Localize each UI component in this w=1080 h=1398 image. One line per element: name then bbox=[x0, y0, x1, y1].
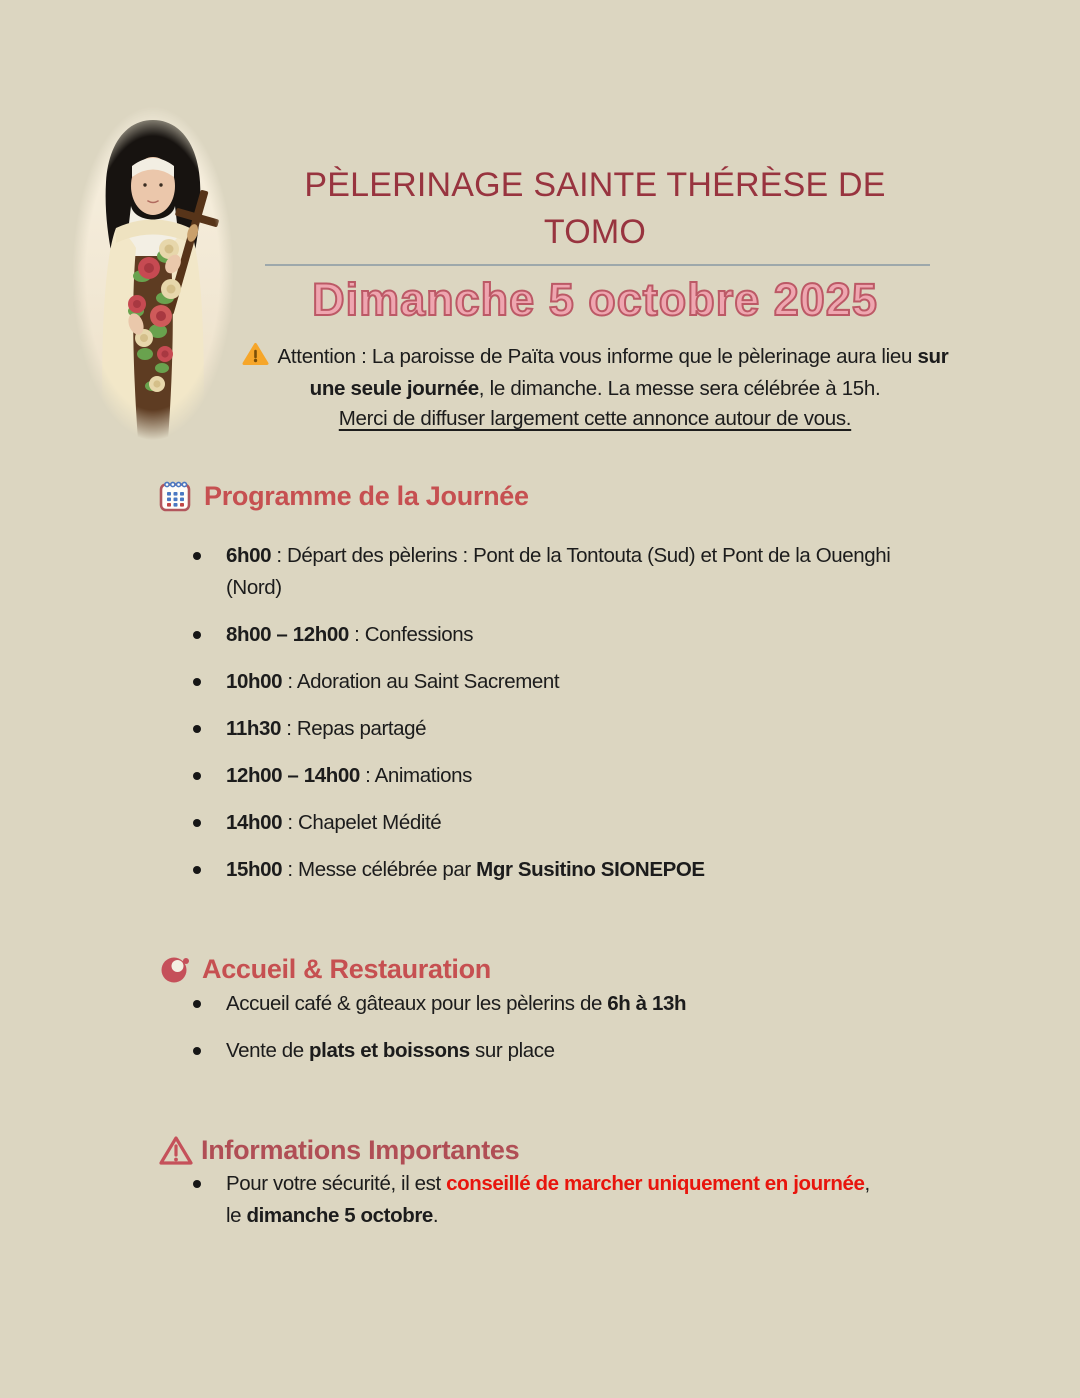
schedule-item bbox=[190, 854, 980, 886]
schedule-item bbox=[190, 666, 980, 698]
item-line: 11h30 : Repas partagé bbox=[226, 717, 427, 740]
information-item bbox=[190, 1168, 980, 1232]
accueil-item bbox=[190, 988, 980, 1020]
accueil-list bbox=[190, 988, 980, 1082]
calendar-icon bbox=[158, 479, 192, 513]
attention-text-1: Attention : La paroisse de Païta vous informe que le pèlerinage aura lieu sur bbox=[277, 345, 949, 368]
schedule-item bbox=[190, 760, 980, 792]
page-title-line-1: PÈLERINAGE SAINTE THÉRÈSE DE bbox=[304, 166, 886, 204]
attention-line-1 bbox=[140, 342, 1050, 374]
item-line: Pour votre sécurité, il est conseillé de marcher uniquement en journée, bbox=[226, 1172, 870, 1195]
item-line: 10h00 : Adoration au Saint Sacrement bbox=[226, 670, 560, 693]
event-date: Dimanche 5 octobre 2025 bbox=[312, 274, 878, 325]
section-title-accueil-label: Accueil & Restauration bbox=[202, 954, 491, 984]
item-line: Vente de plats et boissons sur place bbox=[226, 1039, 555, 1062]
schedule-item bbox=[190, 807, 980, 839]
item-line: Accueil café & gâteaux pour les pèlerins de 6h à 13h bbox=[226, 992, 687, 1015]
page-title bbox=[245, 162, 945, 256]
accueil-item bbox=[190, 1035, 980, 1067]
warning-outline-icon bbox=[158, 1134, 194, 1166]
cup-icon bbox=[160, 954, 190, 984]
item-line: 8h00 – 12h00 : Confessions bbox=[226, 623, 474, 646]
warning-emoji-icon bbox=[242, 342, 269, 374]
schedule-item bbox=[190, 619, 980, 651]
page-title-line-2: TOMO bbox=[543, 213, 647, 251]
schedule-item bbox=[190, 713, 980, 745]
programme-list bbox=[190, 540, 980, 901]
attention-line-2 bbox=[140, 374, 1050, 403]
item-line: (Nord) bbox=[226, 576, 282, 599]
informations-list bbox=[190, 1168, 980, 1247]
item-line: 12h00 – 14h00 : Animations bbox=[226, 764, 473, 787]
section-title-informations-label: Informations Importantes bbox=[201, 1135, 520, 1165]
section-title-informations bbox=[158, 1131, 519, 1169]
item-line: 14h00 : Chapelet Médité bbox=[226, 811, 442, 834]
section-title-accueil bbox=[160, 950, 491, 988]
item-line: le dimanche 5 octobre. bbox=[226, 1204, 439, 1227]
share-request: Merci de diffuser largement cette annonce autour de vous. bbox=[338, 407, 852, 430]
attention-notice bbox=[140, 342, 1050, 433]
attention-text-2: une seule journée, le dimanche. La messe sera célébrée à 15h. bbox=[309, 377, 881, 400]
schedule-item bbox=[190, 540, 980, 604]
section-title-programme-label: Programme de la Journée bbox=[204, 481, 529, 511]
item-line: 15h00 : Messe célébrée par Mgr Susitino SIONEPOE bbox=[226, 858, 705, 881]
section-title-programme bbox=[158, 477, 529, 515]
title-divider bbox=[265, 264, 930, 266]
item-line: 6h00 : Départ des pèlerins : Pont de la Tontouta (Sud) et Pont de la Ouenghi bbox=[226, 544, 891, 567]
